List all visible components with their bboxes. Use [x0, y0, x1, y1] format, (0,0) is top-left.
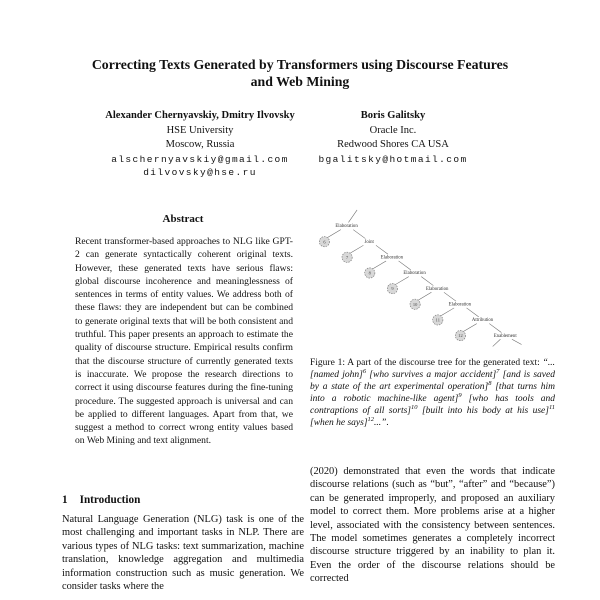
tree-leaf-number: 9 — [391, 286, 394, 292]
introduction-text: Natural Language Generation (NLG) task is one of the most challenging and important tasks in NLP. There are various types of NLG tasks: text summarization, machine translation, knowledge aggregation and multimedia information construction such as music generation. We consider tasks where the — [62, 514, 304, 593]
caption-segment: [named john]$^6$ — [310, 367, 367, 381]
tree-relation-label: Joint — [364, 239, 374, 245]
tree-edge — [489, 324, 501, 333]
figure-caption — [310, 357, 555, 430]
tree-relation-label: Elaboration — [448, 302, 472, 308]
caption-segment: [when he says]$^{12}$ — [310, 416, 375, 429]
tree-edge — [376, 245, 388, 254]
tree-edge — [350, 245, 363, 253]
paper-title-line1: Correcting Texts Generated by Transformers using Discourse Features — [91, 57, 509, 72]
tree-edge — [512, 339, 522, 344]
author-names: Boris Galitsky — [360, 110, 426, 121]
tree-edge — [348, 210, 357, 222]
body-paragraph: (2020) demonstrated that even the words that indicate discourse relations (such as “but”, “after” and “because”) can be generated improperly, and proposed an auxiliary model to correct them. More problems arise at a higher level, associated with the consistency between sentences. The model sometimes generates a completely incorrect discourse structure triggered by an inability to plan it. Even the order of the discourse relations should be corrected — [310, 466, 555, 585]
author-location: Moscow, Russia — [165, 139, 235, 150]
section-title: Introduction — [79, 494, 141, 506]
tree-relation-label: Elaboration — [403, 271, 426, 277]
paper-title — [0, 56, 600, 90]
section-number: 1 — [62, 494, 68, 506]
tree-edge — [444, 292, 456, 301]
tree-edge — [373, 261, 386, 269]
tree-edge — [399, 261, 411, 270]
tree-edge — [467, 308, 479, 317]
tree-edge — [464, 324, 477, 332]
paper-title-line2: and Web Mining — [250, 74, 350, 89]
caption-segment: [and is saved by a state of the art experimental operation]$^8$ — [310, 370, 555, 393]
tree-relation-label: Elaboration — [426, 286, 449, 292]
author-email: dilvovsky@hse.ru — [143, 167, 257, 178]
tree-relation-label: Elaboration — [335, 224, 358, 230]
caption-segment: [built into his body at his use]$^{11}$ — [417, 404, 555, 417]
tree-leaf-number: 8 — [368, 270, 371, 276]
author-email: bgalitsky@hotmail.com — [318, 153, 468, 165]
tree-leaf-number: 7 — [346, 254, 349, 260]
caption-quoted-text: “... [named john]$^6$ [who survives a major accident]$^7$ [and is saved by a state of the art experimental operation]$^8$ [that turns him into a robotic machine-like agent]$^9$ [who has tools and contraptions of all sorts]$^{10}$ [built into his body at his use]$^{11}$ [when he says]$^{12}$...”. — [310, 358, 555, 429]
author-names: Alexander Chernyavskiy, Dmitry Ilvovsky — [105, 110, 295, 121]
abstract-heading: Abstract — [162, 213, 204, 225]
tree-relation-label: Elaboration — [380, 255, 404, 261]
author-affiliation: Oracle Inc. — [369, 124, 417, 136]
section-heading-introduction — [62, 494, 304, 506]
caption-segment: [that turns him into a robotic machine-like agent]$^9$ — [310, 382, 555, 405]
tree-leaf-number: 11 — [435, 317, 440, 323]
tree-leaf-number: 12 — [458, 333, 463, 339]
caption-prefix: Figure 1: A part of the discourse tree for the generated text: — [310, 358, 543, 368]
tree-edge — [441, 308, 454, 316]
tree-leaf-number: 6 — [323, 239, 326, 245]
caption-segment: [who has tools and contraptions of all sorts]$^{10}$ — [310, 394, 555, 417]
tree-edge — [421, 277, 433, 286]
tree-edge — [396, 277, 409, 285]
author-location: Redwood Shores CA USA — [337, 139, 449, 150]
author-block-right — [303, 109, 483, 166]
tree-edge — [353, 230, 365, 239]
abstract-text: Recent transformer-based approaches to NLG like GPT-2 can generate syntactically coherent original texts. However, these generated texts have serious flaws: global discourse incoherence and meaninglessness of sentences in terms of entity values. We address both of these flaws: they are independent but can be combined to generate original texts that will be both consistent and truthful. This paper presents an approach to estimate the quality of discourse structure. Empirical results confirm that the discourse structure of currently generated texts is inaccurate. We propose the research directions to correct it using discourse features during the fine-tuning procedure. The suggested approach is universal and can be applied to different languages. Apart from that, we suggest a method to correct wrong entity values based on Web Mining and text alignment. — [75, 236, 293, 447]
caption-segment: [who survives a major accident]$^7$ — [366, 367, 500, 381]
author-affiliation: HSE University — [166, 124, 234, 136]
tree-relation-label: Attribution — [471, 318, 494, 324]
tree-edge — [418, 292, 431, 300]
tree-edge — [328, 230, 341, 238]
discourse-tree-figure — [310, 209, 555, 355]
tree-leaf-number: 10 — [412, 301, 418, 307]
tree-edge — [493, 339, 501, 346]
tree-relation-label: Enablement — [493, 333, 517, 339]
author-block-left — [55, 109, 345, 180]
author-email: alschernyavskiy@gmail.com — [111, 153, 289, 165]
